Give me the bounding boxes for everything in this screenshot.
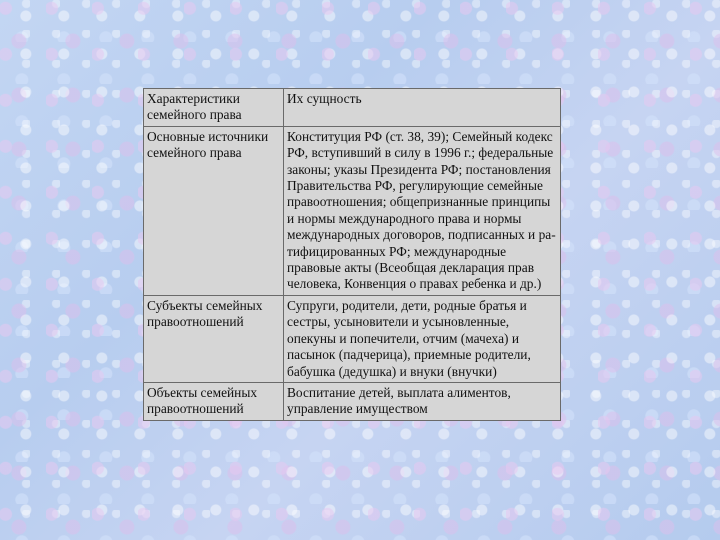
row-value-objects: Воспитание детей, выплата алиментов, управление имуществом bbox=[284, 382, 561, 420]
header-essence-cell: Их сущность bbox=[284, 89, 561, 127]
row-value-sources: Конституция РФ (ст. 38, 39); Семейный кодекс РФ, вступивший в силу в 1996 г.; федеральные законы; указы Президента РФ; постановления Правительства РФ, регулирующие семейные правоотношения; общепризнанные принципы и нормы международного права и нормы международных договоров, подписанных и ратифицированных РФ; международные правовые акты (Всеобщая декларация прав человека, Конвенция о правах ребенка и др.) bbox=[284, 126, 561, 295]
table-row bbox=[144, 382, 561, 420]
table-row bbox=[144, 126, 561, 295]
row-value-subjects: Супруги, родители, дети, родные братья и сестры, усыновители и усыновленные, опекуны и попечители, отчим (мачеха) и пасынок (падчерица), приемные родители, бабушка (дедушка) и внуки (внучки) bbox=[284, 295, 561, 382]
row-label-subjects: Субъекты семейных правоотношений bbox=[144, 295, 284, 382]
table-row bbox=[144, 295, 561, 382]
header-characteristics-cell: Характеристики семейного права bbox=[144, 89, 284, 127]
table-header-row bbox=[144, 89, 561, 127]
family-law-table bbox=[143, 88, 561, 421]
row-label-sources: Основные источники семейного права bbox=[144, 126, 284, 295]
row-label-objects: Объекты семейных правоотношений bbox=[144, 382, 284, 420]
